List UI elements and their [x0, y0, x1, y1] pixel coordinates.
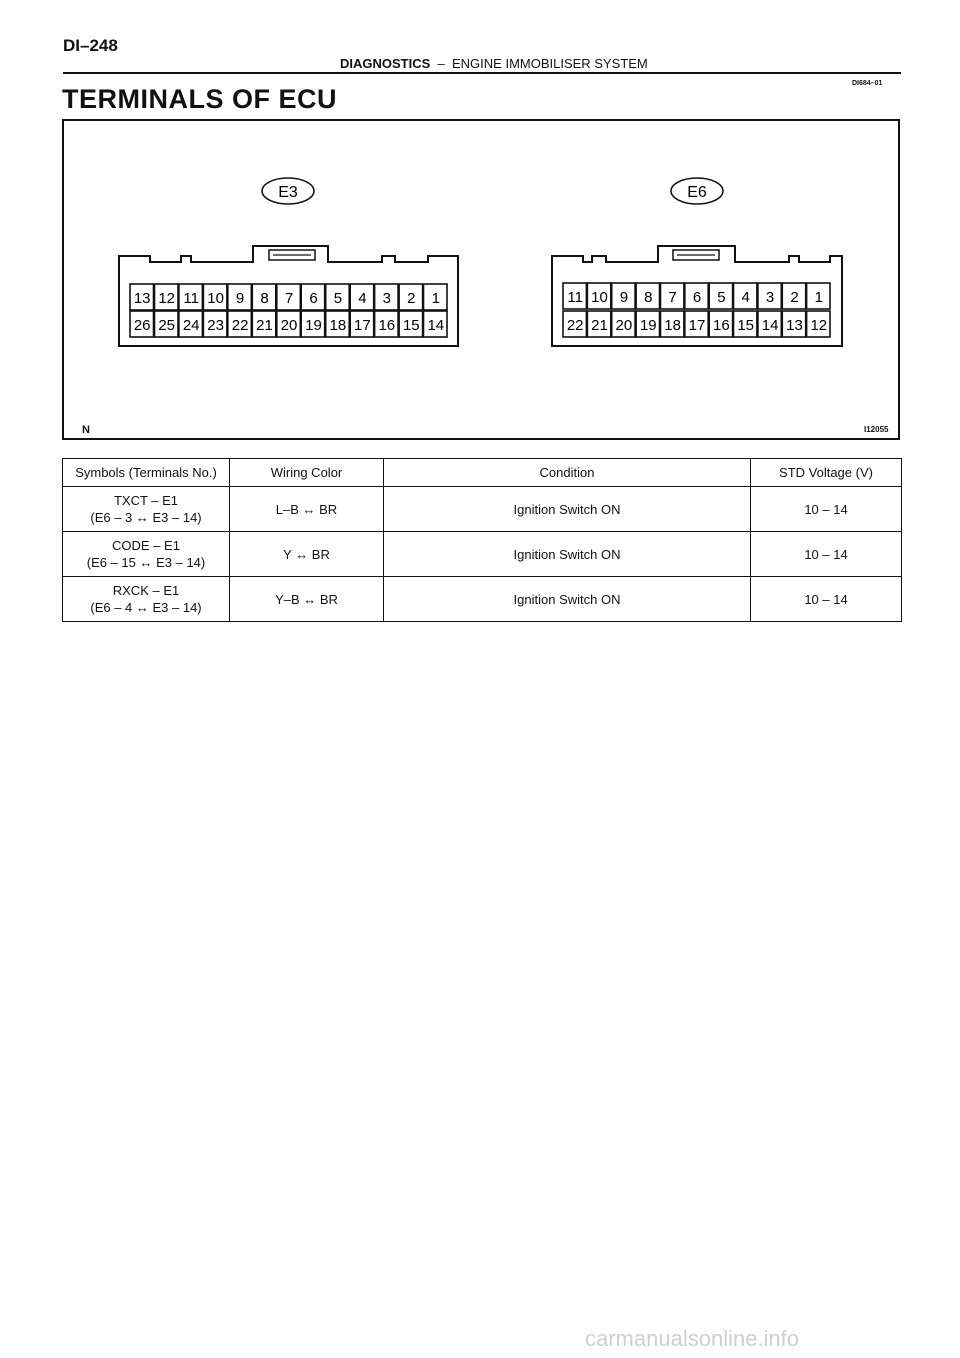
- e6-label: E6: [687, 184, 707, 201]
- terminal-numbers: (E6 – 3 ↔ E3 – 14): [90, 510, 202, 525]
- connector-pin-number: 25: [158, 317, 176, 334]
- terminal-numbers: (E6 – 15 ↔ E3 – 14): [86, 555, 206, 570]
- connector-pin-number: 22: [566, 317, 584, 334]
- condition-cell: Ignition Switch ON: [384, 532, 751, 577]
- connector-pin-number: 11: [183, 290, 199, 307]
- connector-pin-number: 6: [692, 289, 702, 306]
- connector-pin-number: 26: [133, 317, 151, 334]
- subsection-name: ENGINE IMMOBILISER SYSTEM: [452, 56, 648, 71]
- voltage-cell: 10 – 14: [751, 487, 902, 532]
- connector-pin-number: 10: [591, 289, 608, 306]
- connector-pin-number: 17: [688, 317, 706, 334]
- connector-pin-number: 7: [284, 290, 294, 307]
- watermark: carmanualsonline.info: [585, 1326, 800, 1351]
- connector-pin-number: 16: [713, 317, 730, 334]
- connector-pin-number: 10: [207, 290, 224, 307]
- connector-pin-number: 15: [402, 317, 420, 334]
- condition-cell: Ignition Switch ON: [384, 487, 751, 532]
- connector-pin-number: 15: [737, 317, 755, 334]
- connector-pin-number: 2: [790, 289, 799, 306]
- connector-pin-number: 4: [741, 289, 750, 306]
- connector-pin-number: 24: [182, 317, 200, 334]
- connector-pin-number: 20: [280, 317, 298, 334]
- connector-pin-number: 5: [333, 290, 343, 307]
- connector-pin-number: 1: [431, 290, 440, 307]
- connector-pin-number: 19: [639, 317, 657, 334]
- connector-pin-number: 13: [786, 317, 803, 334]
- connector-pin-number: 22: [231, 317, 249, 334]
- connector-pin-number: 17: [354, 317, 371, 334]
- table-row: [63, 532, 902, 577]
- symbol-cell: [63, 487, 230, 532]
- connector-pin-number: 18: [329, 317, 347, 334]
- symbol-name: CODE – E1: [112, 538, 180, 553]
- figure-id: I12055: [864, 425, 889, 434]
- section-name: DIAGNOSTICS: [340, 56, 431, 71]
- connector-pin-number: 6: [309, 290, 318, 307]
- header-symbols: Symbols (Terminals No.): [63, 459, 230, 487]
- connector-pin-number: 5: [717, 289, 726, 306]
- figure-corner-label: N: [82, 424, 90, 436]
- table-row: [63, 487, 902, 532]
- connector-pin-number: 8: [260, 290, 269, 307]
- connector-pin-number: 11: [567, 289, 583, 306]
- connector-pin-number: 9: [619, 289, 629, 306]
- table-row: [63, 577, 902, 622]
- symbol-name: TXCT – E1: [113, 493, 179, 508]
- page-title: TERMINALS OF ECU: [62, 84, 337, 114]
- connector-pin-number: 9: [235, 290, 245, 307]
- connector-pin-number: 13: [133, 290, 151, 307]
- connector-pin-number: 19: [305, 317, 322, 334]
- connector-pin-number: 14: [427, 317, 445, 334]
- connector-diagram: [0, 0, 960, 460]
- wiring-cell: Y ↔ BR: [230, 532, 384, 577]
- connector-pin-number: 20: [615, 317, 633, 334]
- connector-pin-number: 3: [382, 290, 391, 307]
- connector-pin-number: 21: [591, 317, 608, 334]
- condition-cell: Ignition Switch ON: [384, 577, 751, 622]
- connector-pin-number: 8: [644, 289, 653, 306]
- header-wiring-color: Wiring Color: [230, 459, 384, 487]
- connector-pin-number: 3: [765, 289, 775, 306]
- voltage-cell: 10 – 14: [751, 577, 902, 622]
- connector-pin-number: 7: [668, 289, 677, 306]
- symbol-cell: [63, 532, 230, 577]
- connector-pin-number: 21: [256, 317, 273, 334]
- terminal-spec-table: [62, 458, 902, 622]
- wiring-cell: Y–B ↔ BR: [230, 577, 384, 622]
- header-condition: Condition: [384, 459, 751, 487]
- page-number: DI–248: [63, 36, 118, 55]
- connector-pin-number: 16: [378, 317, 396, 334]
- section-separator: –: [437, 56, 445, 71]
- connector-pin-number: 4: [358, 290, 367, 307]
- connector-pin-number: 2: [407, 290, 416, 307]
- wiring-cell: L–B ↔ BR: [230, 487, 384, 532]
- terminal-numbers: (E6 – 4 ↔ E3 – 14): [90, 600, 202, 615]
- header-std-voltage: STD Voltage (V): [751, 459, 902, 487]
- connector-pin-number: 1: [814, 289, 823, 306]
- table-header-row: [63, 459, 902, 487]
- connector-pin-number: 23: [207, 317, 224, 334]
- symbol-cell: [63, 577, 230, 622]
- connector-pin-number: 18: [664, 317, 681, 334]
- connector-pin-number: 12: [810, 317, 828, 334]
- voltage-cell: 10 – 14: [751, 532, 902, 577]
- e3-label: E3: [278, 184, 298, 201]
- doc-code: DI684–01: [852, 80, 883, 87]
- symbol-name: RXCK – E1: [112, 583, 180, 598]
- connector-pin-number: 12: [158, 290, 176, 307]
- connector-pin-number: 14: [761, 317, 779, 334]
